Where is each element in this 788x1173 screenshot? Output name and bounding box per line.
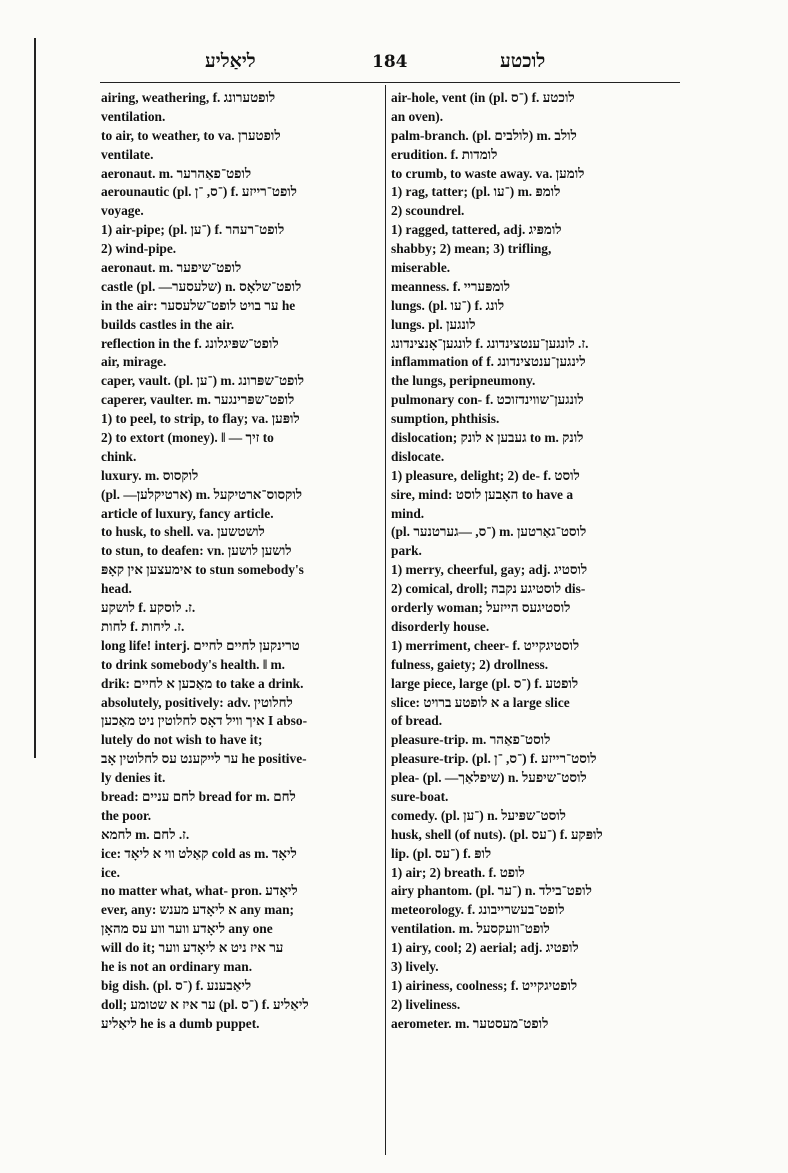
entry-line: air, mirage. [101, 354, 167, 370]
entry-line: big dish. (pl. ־ס) f. ליאַבענע [101, 977, 252, 993]
entry-line: (pl. —ארטיקלען) m. לוקסוס־ארטיקעל [101, 486, 303, 502]
entry-line: bread: לחם עניים bread for m. לחם [101, 788, 296, 804]
entry-line: drik: מאַכען א לחיים to take a drink. [101, 675, 304, 691]
entry-line: article of luxury, fancy article. [101, 505, 274, 521]
entry-line: sure-boat. [391, 788, 449, 804]
entry-line: caperer, vaulter. m. לופט־שפּרינגער [101, 392, 295, 408]
entry-line: the lungs, peripneumony. [391, 373, 536, 389]
entry-line: ליאַליע he is a dumb puppet. [101, 1015, 260, 1031]
entry-line: sire, mind: האָבען לוסט to have a [391, 486, 574, 502]
entry-line: lutely do not wish to have it; [101, 732, 263, 748]
entry-line: 2) liveliness. [391, 996, 461, 1012]
entry-line: אימעצען אין קאָפּ to stun somebody's [101, 562, 304, 578]
entry-line: meanness. f. לומפּעריי [391, 278, 510, 294]
entry-line: park. [391, 543, 422, 559]
entry-line: ליאָדע ווער ווע עס מהאָן any one [101, 921, 273, 937]
entry-line: איך וויל דאָס לחלוטין ניט מאַכען I abso- [101, 713, 308, 729]
entry-line: to stun, to deafen: vn. לושען לושען [101, 543, 292, 559]
entry-line: לונגען־אָנצינדונג f. ז. לונגען־ענטצינדונג. [391, 335, 589, 351]
entry-line: 2) to extort (money). ‖ — זיך to [101, 430, 274, 446]
entry-line: plea- (pl. —שיפלאַך) n. לוסט־שיפעל [391, 770, 587, 786]
entry-line: fulness, gaiety; 2) drollness. [391, 656, 549, 672]
right-column [391, 89, 670, 1034]
entry-line: pulmonary con- f. לונגען־שווינדזוכט [391, 392, 584, 408]
entry-line: comedy. (pl. ־ען) n. לוסט־שפּיעל [391, 807, 566, 823]
entry-line: inflammation of f. לינגען־ענטצינדונג [391, 354, 586, 370]
entry-line: disorderly house. [391, 618, 490, 634]
entry-line: chink. [101, 448, 137, 464]
entry-line: palm-branch. (pl. לולבים) m. לולב [391, 127, 577, 143]
entry-line: pleasure-trip. m. לוסט־פאַהר [391, 732, 551, 748]
entry-line: 2) wind-pipe. [101, 241, 177, 257]
entry-line: aeronaut. m. לופט־שיפער [101, 260, 242, 276]
entry-line: shabby; 2) mean; 3) trifling, [391, 241, 552, 257]
entry-line: ice: קאַלט ווי א ליאָד cold as m. ליאָד [101, 845, 297, 861]
entry-line: will do it; ער איז ניט א ליאָדע ווער [101, 940, 284, 956]
entry-line: 1) airiness, coolness; f. לופטיגקייט [391, 977, 578, 993]
entry-line: 2) comical, droll; לוסטיגע נקבה dis- [391, 581, 586, 597]
column-divider [385, 85, 386, 1155]
entry-line: 1) ragged, tattered, adj. לומפּיג [391, 222, 562, 238]
entry-line: absolutely, positively: adv. לחלוטין [101, 694, 293, 710]
entry-line: לחמא m. ז. לחם. [101, 826, 190, 842]
entry-line: dislocation; געבען א לונק to m. לונק [391, 430, 584, 446]
entry-line: 1) air; 2) breath. f. לופט [391, 864, 525, 880]
entry-line: of bread. [391, 713, 443, 729]
entry-line: ly denies it. [101, 770, 166, 786]
header-left-word: ליאַליע [205, 50, 256, 72]
entry-line: he is not an ordinary man. [101, 958, 253, 974]
entry-line: lungs. pl. לונגען [391, 316, 476, 332]
entry-line: mind. [391, 505, 425, 521]
entry-line: caper, vault. (pl. ־ען) m. לופט־שפּרונג [101, 373, 305, 389]
left-column [101, 89, 377, 1034]
entry-line: 1) pleasure, delight; 2) de- f. לוסט [391, 467, 580, 483]
entry-line: (pl. ־ס, —גערטנער) m. לוסט־גאַרטען [391, 524, 587, 540]
entry-line: 2) scoundrel. [391, 203, 465, 219]
entry-line: to air, to weather, to va. לופטערן [101, 127, 281, 143]
entry-line: in the air: ער בויט לופט־שלעסער he [101, 297, 296, 313]
entry-line: לושקע f. ז. לוסקע. [101, 600, 196, 616]
entry-line: 1) to peel, to strip, to flay; va. לופּען [101, 411, 300, 427]
entry-line: 1) airy, cool; 2) aerial; adj. לופטיג [391, 940, 579, 956]
entry-line: dislocate. [391, 448, 445, 464]
entry-line: 3) lively. [391, 958, 439, 974]
entry-line: sumption, phthisis. [391, 411, 500, 427]
entry-line: ventilation. m. לופט־וועקסעל [391, 921, 550, 937]
entry-line: meteorology. f. לופט־בעשרייבונג [391, 902, 565, 918]
entry-line: doll; ער איז א שטומע (pl. ־ס) f. ליאַליע [101, 996, 309, 1012]
entry-line: large piece, large (pl. ־ס) f. לופטע [391, 675, 579, 691]
entry-line: voyage. [101, 203, 144, 219]
entry-line: luxury. m. לוקסוס [101, 467, 199, 483]
entry-line: aerometer. m. לופט־מעסטער [391, 1015, 549, 1031]
entry-line: erudition. f. לומדות [391, 146, 498, 162]
entry-line: ער לייקענט עס לחלוטין אָב he positive- [101, 751, 307, 767]
entry-line: air-hole, vent (in (pl. ־ס) f. לוכטע [391, 90, 575, 105]
entry-line: ice. [101, 864, 120, 880]
entry-line: builds castles in the air. [101, 316, 235, 332]
page-number: 184 [372, 52, 408, 72]
entry-line: ventilate. [101, 146, 154, 162]
entry-line: airing, weathering, f. לופטערונג [101, 90, 276, 105]
header-rule [100, 82, 680, 83]
entry-line: aerounautic (pl. ־ס, ־ן) f. לופט־רייזע [101, 184, 297, 200]
entry-line: 1) merriment, cheer- f. לוסטיגקייט [391, 637, 580, 653]
margin-line [34, 38, 36, 758]
entry-line: 1) merry, cheerful, gay; adj. לוסטיג [391, 562, 588, 578]
entry-line: no matter what, what- pron. ליאָדע [101, 883, 298, 899]
entry-line: 1) rag, tatter; (pl. ־עו) m. לומפּ [391, 184, 561, 200]
entry-line: castle (pl. —שלעסער) n. לופט־שלאָס [101, 278, 302, 294]
entry-line: reflection in the f. לופט־שפּיגלונג [101, 335, 279, 351]
header-right-word: לוכטע [500, 50, 546, 72]
entry-line: lip. (pl. ־עס) f. לופּ [391, 845, 492, 861]
entry-line: לחות f. ז. ליחות. [101, 618, 185, 634]
running-header [0, 50, 788, 80]
entry-line: slice: א לופטע ברויט a large slice [391, 694, 570, 710]
entry-line: ever, any: א ליאָדע מענש any man; [101, 902, 294, 918]
entry-line: pleasure-trip. (pl. ־ס, ־ן) f. לוסט־רייזע [391, 751, 597, 767]
entry-line: aeronaut. m. לופט־פאַהרער [101, 165, 252, 181]
entry-line: lungs. (pl. ־עו) f. לונג [391, 297, 505, 313]
entry-line: an oven). [391, 108, 444, 124]
entry-line: to drink somebody's health. ‖ m. [101, 656, 286, 672]
entry-line: husk, shell (of nuts). (pl. ־עס) f. לופּקע [391, 826, 603, 842]
entry-line: orderly woman; לוסטיגעס הייזעל [391, 600, 571, 616]
entry-line: airy phantom. (pl. ־ער) n. לופט־בילד [391, 883, 592, 899]
entry-line: head. [101, 581, 132, 597]
entry-line: the poor. [101, 807, 152, 823]
entry-line: 1) air-pipe; (pl. ־ען) f. לופט־רעהר [101, 222, 285, 238]
entry-line: to crumb, to waste away. va. לומען [391, 165, 585, 181]
entry-line: ventilation. [101, 108, 166, 124]
entry-line: miserable. [391, 260, 451, 276]
entry-line: long life! interj. טרינקען לחיים לחיים [101, 637, 300, 653]
entry-line: to husk, to shell. va. לושטשען [101, 524, 265, 540]
